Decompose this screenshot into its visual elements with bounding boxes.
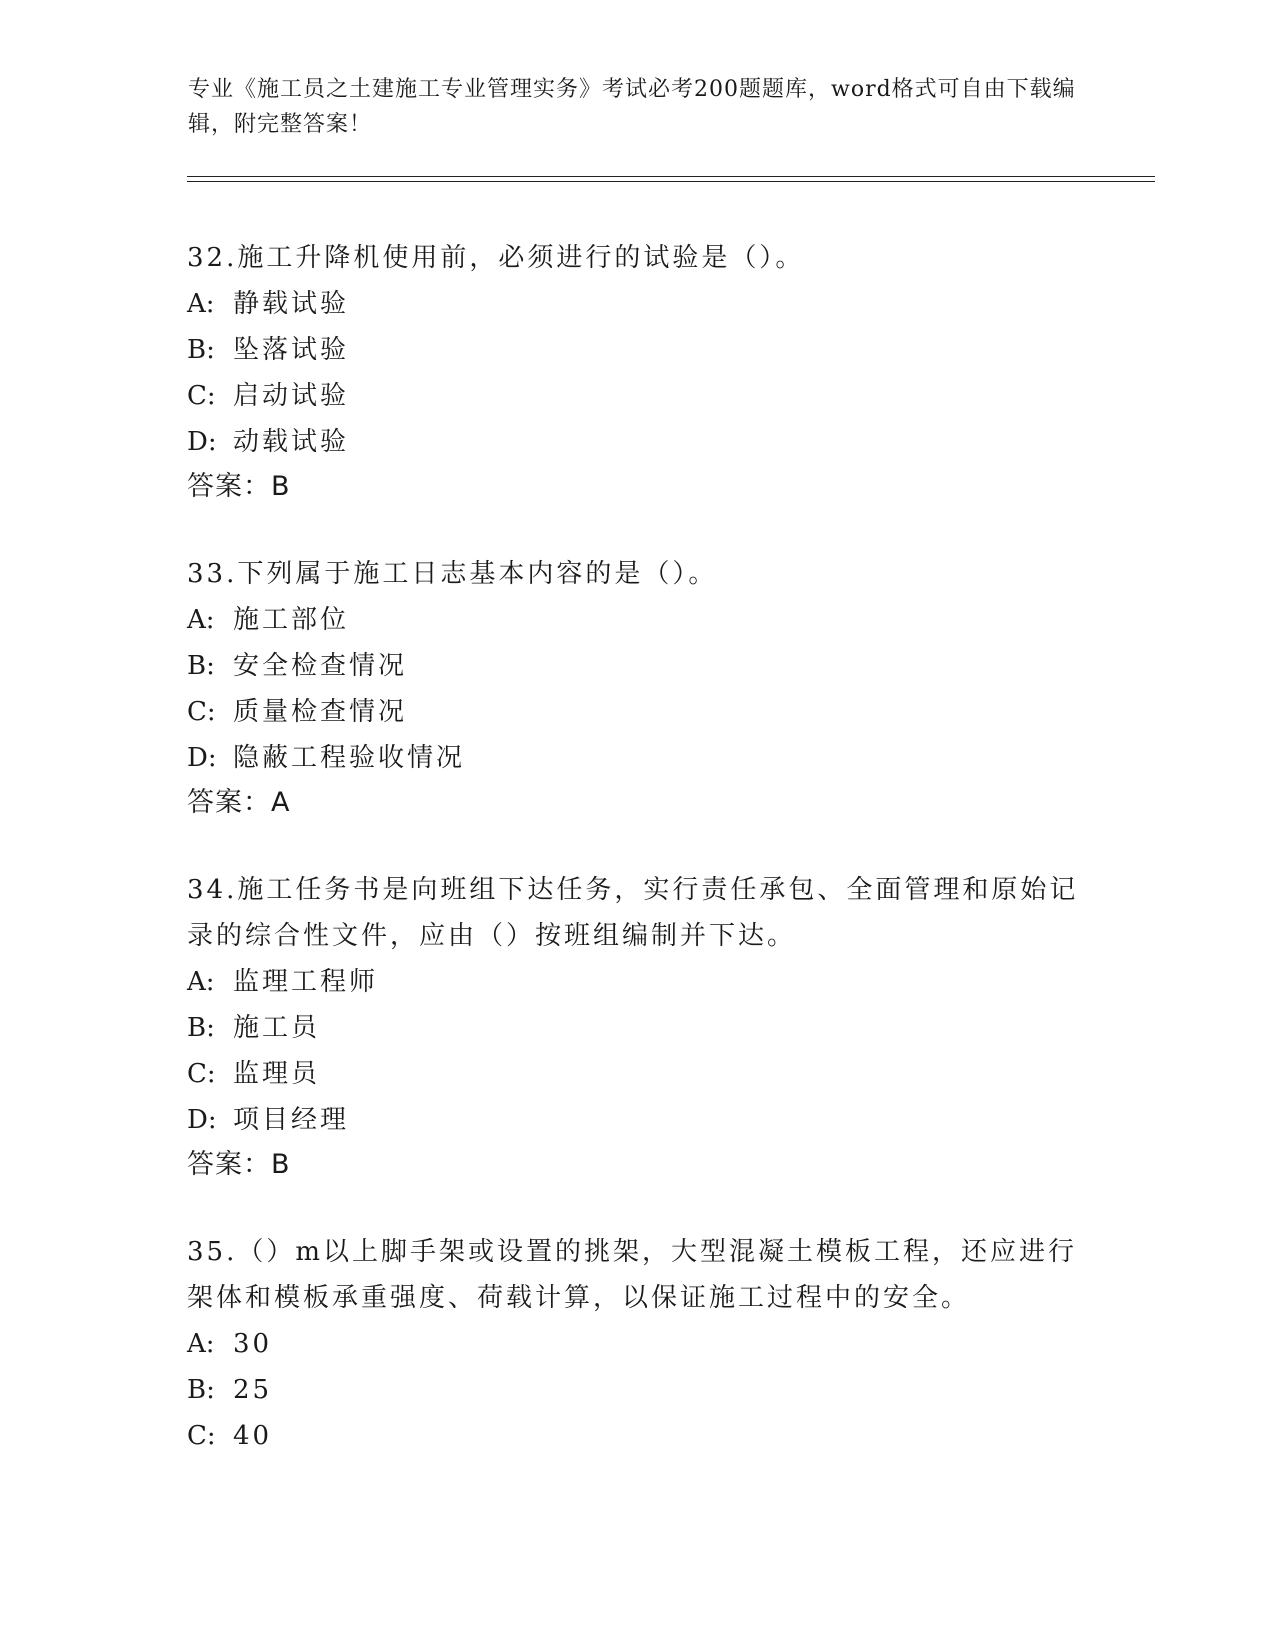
option-a [187,959,1087,1005]
option-a [187,1321,1087,1367]
question-32 [187,235,1087,509]
option-label: A: [187,1329,215,1359]
option-text: 坠落试验 [233,335,350,365]
question-34 [187,867,1087,1187]
question-stem: 35.（）m以上脚手架或设置的挑架，大型混凝土模板工程，还应进行架体和模板承重强度、荷载计算，以保证施工过程中的安全。 [187,1237,1078,1313]
header-divider-bottom [187,181,1155,182]
option-label: A: [187,289,215,319]
option-text: 动载试验 [233,427,350,457]
option-label: B: [187,1013,215,1043]
question-list [187,235,1087,1501]
option-a [187,281,1087,327]
header-divider-top [187,176,1155,177]
question-stem: 33.下列属于施工日志基本内容的是（）。 [187,559,718,589]
option-label: B: [187,651,215,681]
option-c [187,1051,1087,1097]
option-text: 监理员 [233,1059,321,1089]
option-text: 施工员 [233,1013,321,1043]
option-text: 安全检查情况 [233,651,408,681]
option-label: D: [187,427,217,457]
option-b [187,327,1087,373]
answer-line: 答案：A [187,787,291,818]
option-label: C: [187,381,216,411]
question-stem: 34.施工任务书是向班组下达任务，实行责任承包、全面管理和原始记录的综合性文件，应由（）按班组编制并下达。 [187,875,1079,951]
option-a [187,597,1087,643]
option-label: A: [187,605,215,635]
option-text: 质量检查情况 [233,697,408,727]
option-label: A: [187,967,215,997]
option-label: D: [187,743,217,773]
question-33 [187,551,1087,825]
option-c [187,1413,1087,1459]
option-text: 施工部位 [233,605,350,635]
option-label: C: [187,1059,216,1089]
option-c [187,373,1087,419]
option-label: B: [187,335,215,365]
option-text: 启动试验 [233,381,350,411]
option-text: 25 [233,1375,273,1405]
option-text: 隐蔽工程验收情况 [233,743,466,773]
option-b [187,643,1087,689]
answer-line: 答案：B [187,1149,291,1180]
option-label: B: [187,1375,215,1405]
question-35 [187,1229,1087,1459]
option-label: D: [187,1105,217,1135]
option-c [187,689,1087,735]
option-text: 40 [233,1421,273,1451]
option-text: 30 [233,1329,273,1359]
option-text: 项目经理 [233,1105,350,1135]
option-text: 静载试验 [233,289,350,319]
option-text: 监理工程师 [233,967,379,997]
option-label: C: [187,697,216,727]
answer-line: 答案：B [187,471,291,502]
document-header: 专业《施工员之土建施工专业管理实务》考试必考200题题库，word格式可自由下载编辑，附完整答案！ [188,77,1076,137]
option-d [187,1097,1087,1143]
option-label: C: [187,1421,216,1451]
option-d [187,735,1087,781]
option-b [187,1367,1087,1413]
option-b [187,1005,1087,1051]
question-stem: 32.施工升降机使用前，必须进行的试验是（）。 [187,243,805,273]
option-d [187,419,1087,465]
